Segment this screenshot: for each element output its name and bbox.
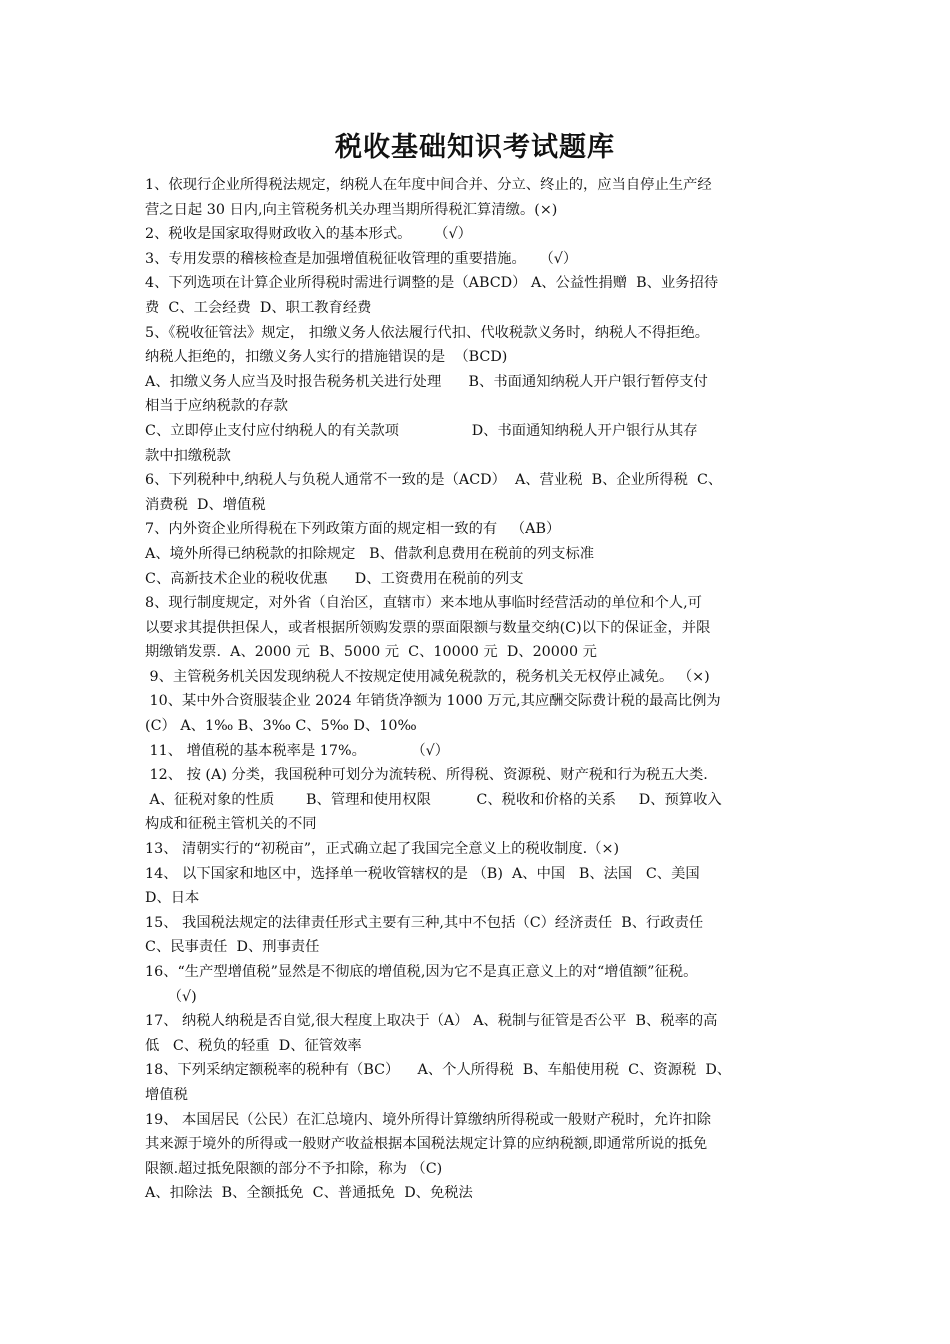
text-line: C、高新技术企业的税收优惠 D、工资费用在税前的列支 [145, 570, 524, 587]
text-line: 5、《税收征管法》规定， 扣缴义务人依法履行代扣、代收税款义务时，纳税人不得拒绝。 [145, 324, 710, 341]
text-line: 14、 以下国家和地区中，选择单一税收管辖权的是 （B) A、中国 B、法国 C、美国 [145, 865, 700, 882]
text-line: 13、 清朝实行的“初税亩”，正式确立起了我国完全意义上的税收制度.（×) [145, 841, 620, 858]
text-line: 9、主管税务机关因发现纳税人不按规定使用减免税款的，税务机关无权停止减免。 （×) [145, 668, 710, 685]
text-line: 1、依现行企业所得税法规定，纳税人在年度中间合并、分立、终止的，应当自停止生产经 [145, 177, 712, 193]
text-line: 2、税收是国家取得财政收入的基本形式。 （√） [145, 226, 472, 243]
text-line: 16、“生产型增值税”显然是不彻底的增值税,因为它不是真正意义上的对“增值额”征税。 [145, 964, 698, 980]
text-line: 营之日起 30 日内,向主管税务机关办理当期所得税汇算清缴。(×) [145, 201, 558, 218]
text-line: D、日本 [145, 890, 200, 907]
text-line: A、扣除法 B、全额抵免 C、普通抵免 D、免税法 [145, 1185, 473, 1202]
text-line: 增值税 [145, 1086, 188, 1103]
text-line: C、立即停止支付应付纳税人的有关款项 D、书面通知纳税人开户银行从其存 [145, 422, 698, 439]
text-line: 以要求其提供担保人，或者根据所领购发票的票面限额与数量交纳(C)以下的保证金，并限 [145, 619, 711, 636]
text-line: 费 C、工会经费 D、职工教育经费 [145, 299, 372, 316]
text-line: 低 C、税负的轻重 D、征管效率 [145, 1037, 362, 1054]
text-line: A、境外所得已纳税款的扣除规定 B、借款利息费用在税前的列支标准 [145, 545, 595, 562]
text-line: 4、下列选项在计算企业所得税时需进行调整的是（ABCD） A、公益性捐赠 B、业务招待 [145, 275, 719, 292]
text-line: 18、下列采纳定额税率的税种有（BC） A、个人所得税 B、车船使用税 C、资源税 D、 [145, 1062, 732, 1079]
text-line: 19、 本国居民（公民）在汇总境内、境外所得计算缴纳所得税或一般财产税时，允许扣除 [145, 1111, 712, 1128]
document-title: 税收基础知识考试题库 [335, 132, 615, 163]
text-line: 消费税 D、增值税 [145, 496, 266, 513]
text-line: 构成和征税主管机关的不同 [145, 816, 317, 833]
text-line: 10、某中外合资服装企业 2024 年销货净额为 1000 万元,其应酬交际费计税的最高比例为 [145, 693, 721, 710]
text-line: C、民事责任 D、刑事责任 [145, 939, 320, 956]
text-line: 相当于应纳税款的存款 [145, 398, 288, 415]
text-line: (C） A、1‰ B、3‰ C、5‰ D、10‰ [145, 718, 417, 735]
text-line: 6、下列税种中,纳税人与负税人通常不一致的是（ACD） A、营业税 B、企业所得税 C、 [145, 472, 723, 489]
document-body [145, 173, 835, 1206]
text-line: 17、 纳税人纳税是否自觉,很大程度上取决于（A） A、税制与征管是否公平 B、税率的高 [145, 1013, 718, 1030]
text-line: 限额.超过抵免限额的部分不予扣除，称为 （C) [145, 1160, 443, 1177]
text-line: 纳税人拒绝的，扣缴义务人实行的措施错误的是 （BCD) [145, 349, 508, 366]
text-line: 7、内外资企业所得税在下列政策方面的规定相一致的有 （AB） [145, 521, 561, 538]
text-line: 12、 按 (A) 分类，我国税种可划分为流转税、所得税、资源税、财产税和行为税五大类. [145, 767, 708, 784]
text-line: 15、 我国税法规定的法律责任形式主要有三种,其中不包括（C）经济责任 B、行政责任 [145, 914, 704, 931]
text-line: 8、现行制度规定，对外省（自治区，直辖市）来本地从事临时经营活动的单位和个人,可 [145, 595, 702, 612]
text-line: 3、专用发票的稽核检查是加强增值税征收管理的重要措施。 （√） [145, 250, 578, 267]
text-line: A、扣缴义务人应当及时报告税务机关进行处理 B、书面通知纳税人开户银行暂停支付 [145, 373, 708, 390]
text-line: 11、 增值税的基本税率是 17%。 （√） [145, 742, 450, 759]
text-line: 其来源于境外的所得或一般财产收益根据本国税法规定计算的应纳税额,即通常所说的抵免 [145, 1136, 708, 1153]
text-line: （√) [145, 988, 197, 1005]
text-line: A、征税对象的性质 B、管理和使用权限 C、税收和价格的关系 D、预算收入 [145, 791, 722, 808]
text-line: 款中扣缴税款 [145, 447, 231, 464]
text-line: 期缴销发票. A、2000 元 B、5000 元 C、10000 元 D、20000 元 [145, 644, 597, 661]
